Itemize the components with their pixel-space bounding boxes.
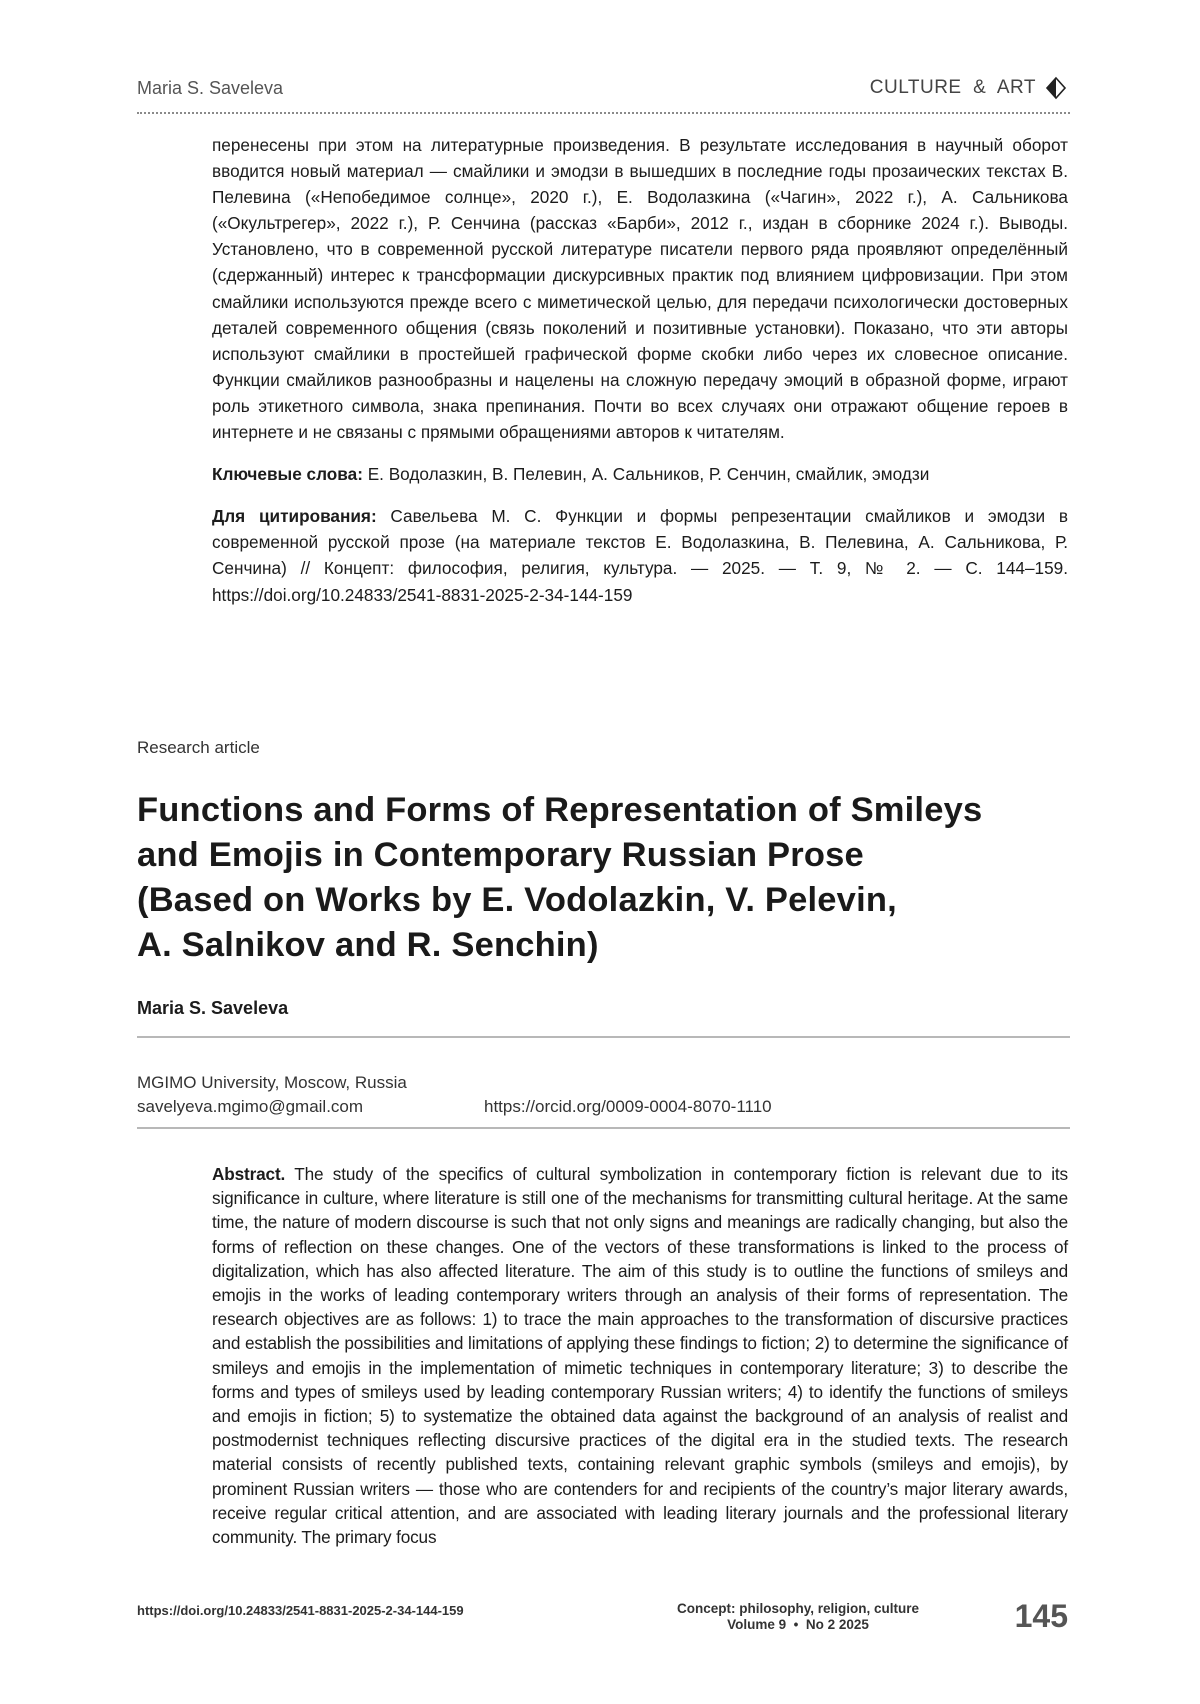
keywords-label: Ключевые слова:: [212, 464, 363, 485]
abstract-label: Abstract.: [212, 1164, 286, 1184]
page-number: 145: [1014, 1598, 1068, 1634]
author-email[interactable]: savelyeva.mgimo@gmail.com: [137, 1097, 364, 1116]
russian-keywords: [212, 461, 1068, 487]
diamond-logo-icon: [1044, 76, 1068, 100]
running-head-section: [870, 76, 1068, 100]
title-line: (Based on Works by E. Vodolazkin, V. Pelevin,: [137, 881, 897, 919]
article-title: [137, 788, 1077, 968]
journal-name: Concept: philosophy, religion, culture: [676, 1601, 919, 1616]
header-divider: [137, 112, 1070, 114]
russian-abstract-continued: перенесены при этом на литературные произведения. В результате исследования в научный оборот вводится новый материал — смайлики и эмодзи в вышедших в последние годы прозаических текстах В. Пелевина («Непобедимое солнце», 2020 г.), Е. Водолазкина («Чагин», 2022 г.), А. Сальникова («Окультрегер», 2022 г.), Р. Сенчина (рассказ «Барби», 2012 г., издан в сборнике 2024 г.). Выводы. Установлено, что в современной русской литературе писатели первого ряда проявляют определённый (сдержанный) интерес к трансформации дискурсивных практик под влиянием цифровизации. При этом смайлики используются прежде всего с миметической целью, для передачи психологически достоверных деталей современного общения (связь поколений и позитивные установки). Показано, что эти авторы используют смайлики в простейшей графической форме скобки либо через их словесное описание. Функции смайликов разнообразны и нацелены на сложную передачу эмоций в образной форме, играют роль этикетного символа, знака препинания. Почти во всех случаях они отражают общение героев в интернете и не связаны с прямыми обращениями авторов к читателям.: [212, 135, 1068, 443]
title-line: A. Salnikov and R. Senchin): [137, 926, 599, 964]
author-divider: [137, 1036, 1070, 1038]
title-line: Functions and Forms of Representation of Smileys: [137, 791, 983, 829]
russian-metadata: [212, 132, 1068, 608]
author-name: Maria S. Saveleva: [137, 998, 289, 1018]
running-head-author: Maria S. Saveleva: [137, 78, 284, 98]
english-abstract: [212, 1162, 1068, 1549]
section-label: CULTURE & ART: [869, 77, 1036, 98]
russian-citation: [212, 503, 1068, 607]
citation-text: Савельева М. С. Функции и формы репрезентации смайликов и эмодзи в современной русской прозе (на материале текстов Е. Водолазкина, В. Пелевина, А. Сальникова, Р. Сенчина) // Концепт: философия, религия, культура. — 2025. — Т. 9, № 2. — С. 144–159. https://doi.org/10.24833/2541-8831-2025-2-34-144-159: [212, 506, 1068, 605]
title-line: and Emojis in Contemporary Russian Prose: [137, 836, 864, 874]
affiliation: MGIMO University, Moscow, Russia: [137, 1073, 407, 1092]
affiliation-divider: [137, 1127, 1070, 1129]
footer-journal: [676, 1601, 920, 1633]
abstract-text: The study of the specifics of cultural symbolization in contemporary fiction is relevant due to its significance in culture, where literature is still one of the mechanisms for transmitting cultural heritage. At the same time, the nature of modern discourse is such that not only signs and meanings are radically changing, but also the forms of reflection on these changes. One of the vectors of these transformations is linked to the process of digitalization, which has also affected literature. The aim of this study is to outline the functions of smileys and emojis in the works of leading contemporary writers through an analysis of their forms of representation. The research objectives are as follows: 1) to trace the main approaches to the transformation of discursive practices and establish the possibilities and limitations of applying these findings to fiction; 2) to determine the significance of smileys and emojis in the implementation of mimetic techniques in contemporary literature; 3) to describe the forms and types of smileys used by leading contemporary Russian writers; 4) to identify the functions of smileys and emojis in fiction; 5) to systematize the obtained data against the background of an analysis of realist and postmodernist techniques reflecting discursive practices of the digital era in the studied texts. The research material consists of recently published texts, containing relevant graphic symbols (smileys and emojis), by prominent Russian writers — those who are contenders for and recipients of the country’s major literary awards, receive regular critical attention, and are associated with leading literary journals and the professional literary community. The primary focus: [212, 1164, 1068, 1548]
keywords-text: Е. Водолазкин, В. Пелевин, А. Сальников, Р. Сенчин, смайлик, эмодзи: [362, 464, 930, 485]
article-type: Research article: [137, 738, 260, 757]
author-orcid-link[interactable]: https://orcid.org/0009-0004-8070-1110: [484, 1097, 772, 1116]
citation-label: Для цитирования:: [212, 506, 377, 527]
footer-doi-link[interactable]: https://doi.org/10.24833/2541-8831-2025-2-34-144-159: [137, 1603, 464, 1618]
journal-volume: Volume 9 • No 2 2025: [727, 1617, 869, 1632]
